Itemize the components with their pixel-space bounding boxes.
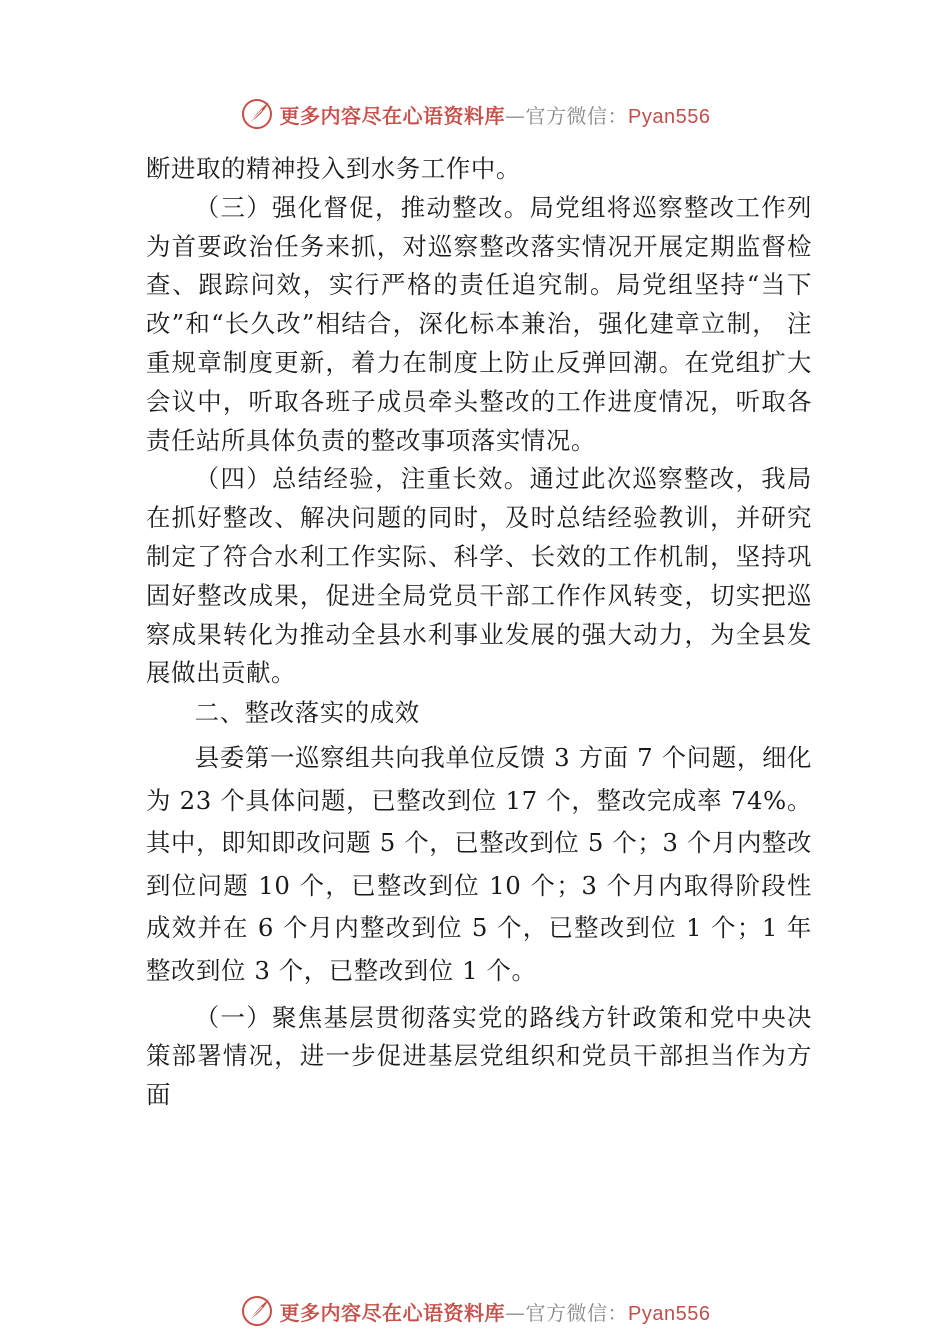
feather-pen-circle-icon [240,97,274,131]
watermark-official-label: 官方微信： [525,103,629,128]
header-watermark [0,94,950,134]
watermark-brand: 更多内容尽在心语资料库 [279,103,506,128]
watermark-official-label: 官方微信： [525,1300,629,1325]
footer-watermark [0,1291,950,1331]
watermark-dash: — [505,103,526,128]
section-heading-two: 二、整改落实的成效 [194,698,420,728]
paragraph-continued: 断进取的精神投入到水务工作中。 [146,154,521,183]
document-body [146,150,812,1115]
watermark-dash: — [505,1300,526,1325]
watermark-brand: 更多内容尽在心语资料库 [279,1300,506,1325]
paragraph-results-summary: 县委第一巡察组共向我单位反馈 3 方面 7 个问题，细化为 23 个具体问题，已整改到位 17 个，整改完成率 74%。其中，即知即改问题 5 个，已整改到位 5 个；3 个月内整改到位问题 10 个，已整改到位 10 个；3 个月内取得阶段性成效并在 6 个月内整改到位 5 个，已整改到位 1 个；1 年整改到位 3 个，已整改到位 1 个。 [146,742,812,985]
watermark-wechat-id: Pyan556 [628,105,711,128]
watermark-wechat-id: Pyan556 [628,1302,711,1325]
paragraph-section-four: （四）总结经验，注重长效。通过此次巡察整改，我局在抓好整改、解决问题的同时，及时总结经验教训，并研究制定了符合水利工作实际、科学、长效的工作机制，坚持巩固好整改成果，促进全局党员干部工作作风转变，切实把巡察成果转化为推动全县水利事业发展的强大动力，为全县发展做出贡献。 [146,464,812,688]
paragraph-section-three: （三）强化督促，推动整改。局党组将巡察整改工作列为首要政治任务来抓，对巡察整改落实情况开展定期监督检查、跟踪问效，实行严格的责任追究制。局党组坚持“当下改”和“长久改”相结合，深化标本兼治，强化建章立制， 注重规章制度更新，着力在制度上防止反弹回潮。在党组扩大会议中，听取各班子成员牵头整改的工作进度情况，听取各责任站所具体负责的整改事项落实情况。 [146,192,812,455]
paragraph-subsection-one: （一）聚焦基层贯彻落实党的路线方针政策和党中央决策部署情况，进一步促进基层党组织和党员干部担当作为方面 [146,1002,812,1110]
feather-pen-circle-icon [240,1294,274,1328]
